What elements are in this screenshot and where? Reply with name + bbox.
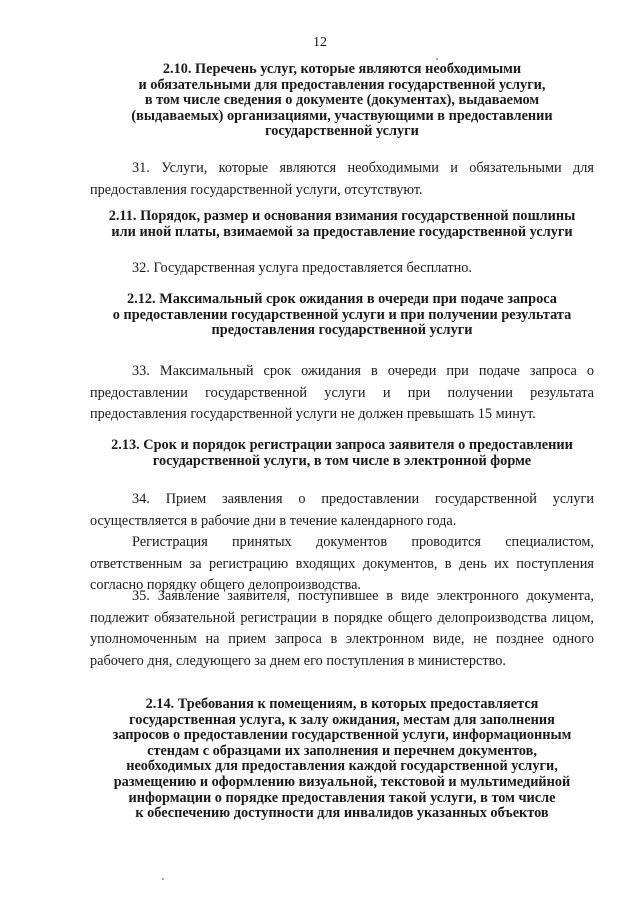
paragraph-33: 33. Максимальный срок ожидания в очереди при подаче запроса о предоставлении государственной услуги и при получении результата предоставления государственной услуги не должен превышать 15 минут. (90, 363, 594, 422)
section-2-14-heading (90, 697, 594, 822)
paragraph-registration: Регистрация принятых документов проводится специалистом, ответственным за регистрацию входящих документов, в день их поступления согласно порядку общего делопроизводства. (90, 534, 594, 593)
heading-line: 2.14. Требования к помещениям, в которых предоставляется (145, 696, 539, 712)
heading-line: предоставления государственной услуги (211, 322, 473, 339)
heading-line: государственной услуги, в том числе в электронной форме (152, 452, 532, 469)
paragraph-31: 31. Услуги, которые являются необходимыми и обязательными для предоставления государственной услуги, отсутствуют. (90, 160, 594, 198)
heading-line: о предоставлении государственной услуги и при получении результата (112, 306, 572, 323)
scan-speck (436, 58, 438, 60)
heading-line: стендам с образцами их заполнения и перечнем документов, (147, 742, 537, 759)
heading-line: 2.10. Перечень услуг, которые являются необходимыми (162, 61, 522, 77)
scan-speck (162, 878, 164, 880)
section-2-12-heading (90, 292, 594, 339)
heading-line: в том числе сведения о документе (документах), выдаваемом (144, 92, 540, 109)
section-2-11-heading (90, 209, 594, 240)
heading-line: запросов о предоставлении государственной услуги, информационным (112, 727, 572, 744)
section-2-13-heading (90, 438, 594, 469)
heading-line: государственной услуги (265, 123, 419, 140)
section-2-10-heading (90, 62, 594, 140)
heading-line: 2.11. Порядок, размер и основания взимания государственной пошлины (108, 208, 576, 224)
paragraph-35: 35. Заявление заявителя, поступившее в виде электронного документа, подлежит обязательной регистрации в порядке общего делопроизводства лицом, уполномоченным на прием запроса в электронном виде, не позднее одного рабочего дня, следующего за днем его поступления в министерство. (90, 588, 594, 669)
heading-line: необходимых для предоставления каждой государственной услуги, (126, 758, 558, 775)
heading-line: к обеспечению доступности для инвалидов указанных объектов (135, 805, 549, 822)
heading-line: 2.13. Срок и порядок регистрации запроса заявителя о предоставлении (111, 437, 573, 453)
heading-line: и обязательными для предоставления государственной услуги, (138, 76, 546, 93)
paragraph-34: 34. Прием заявления о предоставлении государственной услуги осуществляется в рабочие дни в течение календарного года. (90, 491, 594, 529)
heading-line: или иной платы, взимаемой за предоставление государственной услуги (111, 223, 573, 240)
heading-line: информации о порядке предоставления такой услуги, в том числе (128, 789, 556, 806)
heading-line: размещению и оформлению визуальной, текстовой и мультимедийной (113, 773, 571, 790)
heading-line: государственная услуга, к залу ожидания, местам для заполнения (129, 711, 555, 728)
heading-line: 2.12. Максимальный срок ожидания в очереди при подаче запроса (127, 291, 557, 307)
heading-line: (выдаваемых) организациями, участвующими в предоставлении (131, 107, 553, 124)
page-number: 12 (313, 35, 327, 50)
paragraph-32: 32. Государственная услуга предоставляется бесплатно. (132, 260, 472, 276)
